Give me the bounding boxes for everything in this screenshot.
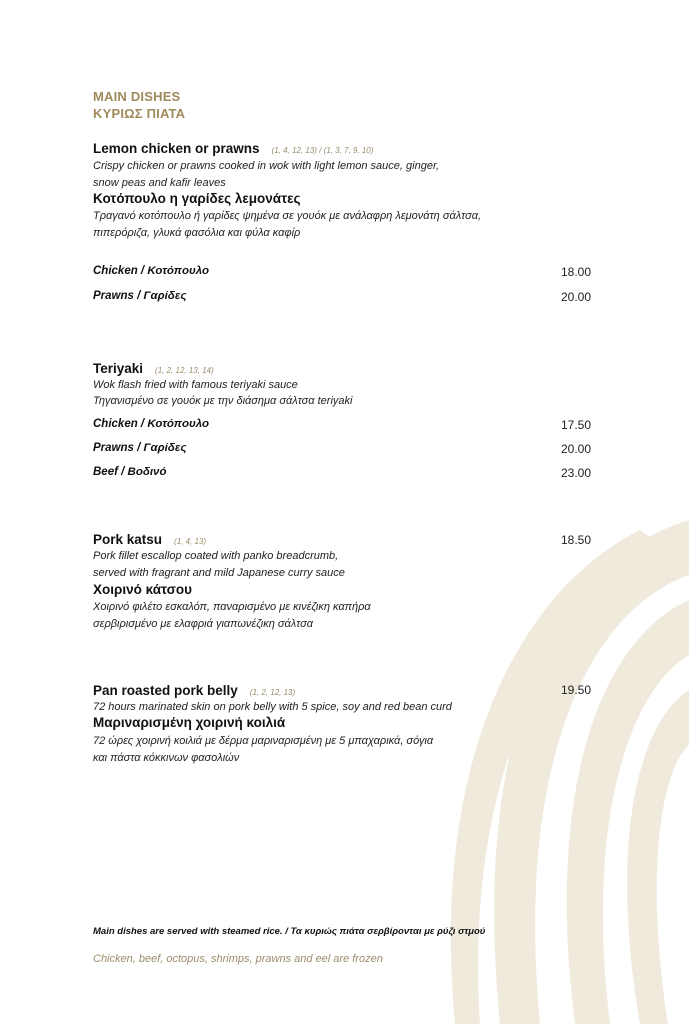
dish-4-price: 19.50 <box>560 683 591 697</box>
dish-2-desc-gr: Τηγανισμένο σε γουόκ με την διάσημα σάλτσα teriyaki <box>93 395 353 407</box>
dish-1-desc-gr <box>93 208 481 242</box>
dish-1-allergens: (1, 4, 12, 13) / (1, 3, 7, 9, 10) <box>271 146 374 155</box>
dish-1-desc-en-line: snow peas and kafir leaves <box>93 177 226 189</box>
dish-1-desc-en <box>93 158 439 192</box>
dish-1-name-en <box>93 141 373 156</box>
dish-1-desc-gr-line: Τραγανό κοτόπουλο ή γαρίδες ψημένα σε γουόκ με ανάλαφρη λεμονάτη σάλτσα, <box>93 210 482 222</box>
dish-1-option-label: Prawns / Γαρίδες <box>93 290 187 302</box>
section-title-en: MAIN DISHES <box>93 89 181 104</box>
dish-4-desc-en: 72 hours marinated skin on pork belly with 5 spice, soy and red bean curd <box>93 701 452 713</box>
dish-1-option-price: 18.00 <box>560 265 591 279</box>
dish-1-name-text: Lemon chicken or prawns <box>93 141 260 156</box>
frozen-note: Chicken, beef, octopus, shrimps, prawns and eel are frozen <box>93 953 383 965</box>
dish-4-desc-gr-line: 72 ώρες χοιρινή κοιλιά με δέρμα μαριναρισμένη με 5 μπαχαρικά, σόγια <box>93 735 434 747</box>
dish-2-desc-en: Wok flash fried with famous teriyaki sauce <box>93 379 298 391</box>
dish-2-option-label: Beef / Βοδινό <box>93 466 167 478</box>
dish-3-desc-gr <box>93 599 371 633</box>
dish-1-option-label: Chicken / Κοτόπουλο <box>93 265 210 277</box>
dish-3-desc-en-line: Pork fillet escallop coated with panko breadcrumb, <box>93 550 339 562</box>
dish-4-desc-gr <box>93 733 433 767</box>
dish-3-allergens: (1, 4, 13) <box>174 537 207 546</box>
dish-1-desc-en-line: Crispy chicken or prawns cooked in wok with light lemon sauce, ginger, <box>93 160 440 172</box>
dish-4-name-gr: Μαριναρισμένη χοιρινή κοιλιά <box>93 715 286 730</box>
dish-2-name-text: Teriyaki <box>93 361 144 376</box>
dish-1-desc-gr-line: πιπερόριζα, γλυκά φασόλια και φύλα καφίρ <box>93 227 301 239</box>
dish-2-option-price: 20.00 <box>560 442 591 456</box>
section-title-gr: ΚΥΡΙΩΣ ΠΙΑΤΑ <box>93 106 186 121</box>
dish-2-option-label: Chicken / Κοτόπουλο <box>93 418 210 430</box>
dish-2-option-label: Prawns / Γαρίδες <box>93 442 187 454</box>
dish-3-name-text: Pork katsu <box>93 532 163 547</box>
dish-3-name-en <box>93 532 206 547</box>
dish-3-desc-gr-line: Χοιρινό φιλέτο εσκαλόπ, παναρισμένο με κινέζικη καπήρα <box>93 601 371 613</box>
dish-2-option-price: 17.50 <box>560 418 591 432</box>
dish-4-allergens: (1, 2, 12, 13) <box>249 688 296 697</box>
dish-3-name-gr: Χοιρινό κάτσου <box>93 582 192 597</box>
dish-4-name-text: Pan roasted pork belly <box>93 683 238 698</box>
dish-3-desc-en <box>93 548 345 582</box>
dish-1-name-gr: Κοτόπουλο η γαρίδες λεμονάτες <box>93 191 301 206</box>
dish-4-name-en <box>93 683 295 698</box>
dish-2-allergens: (1, 2, 12, 13, 14) <box>155 366 214 375</box>
dish-2-option-price: 23.00 <box>560 466 591 480</box>
dish-4-desc-gr-line: και πάστα κόκκινων φασολιών <box>93 752 240 764</box>
dish-3-desc-gr-line: σερβιρισμένο με ελαφριά γιαπωνέζικη σάλτσα <box>93 618 314 630</box>
dish-3-desc-en-line: served with fragrant and mild Japanese curry sauce <box>93 567 345 579</box>
dish-2-name-en <box>93 361 214 376</box>
rice-note: Main dishes are served with steamed rice. / Τα κυριώς πιάτα σερβίρονται με ρύζι στμού <box>93 926 486 937</box>
dish-3-price: 18.50 <box>560 533 591 547</box>
dish-1-option-price: 20.00 <box>560 290 591 304</box>
